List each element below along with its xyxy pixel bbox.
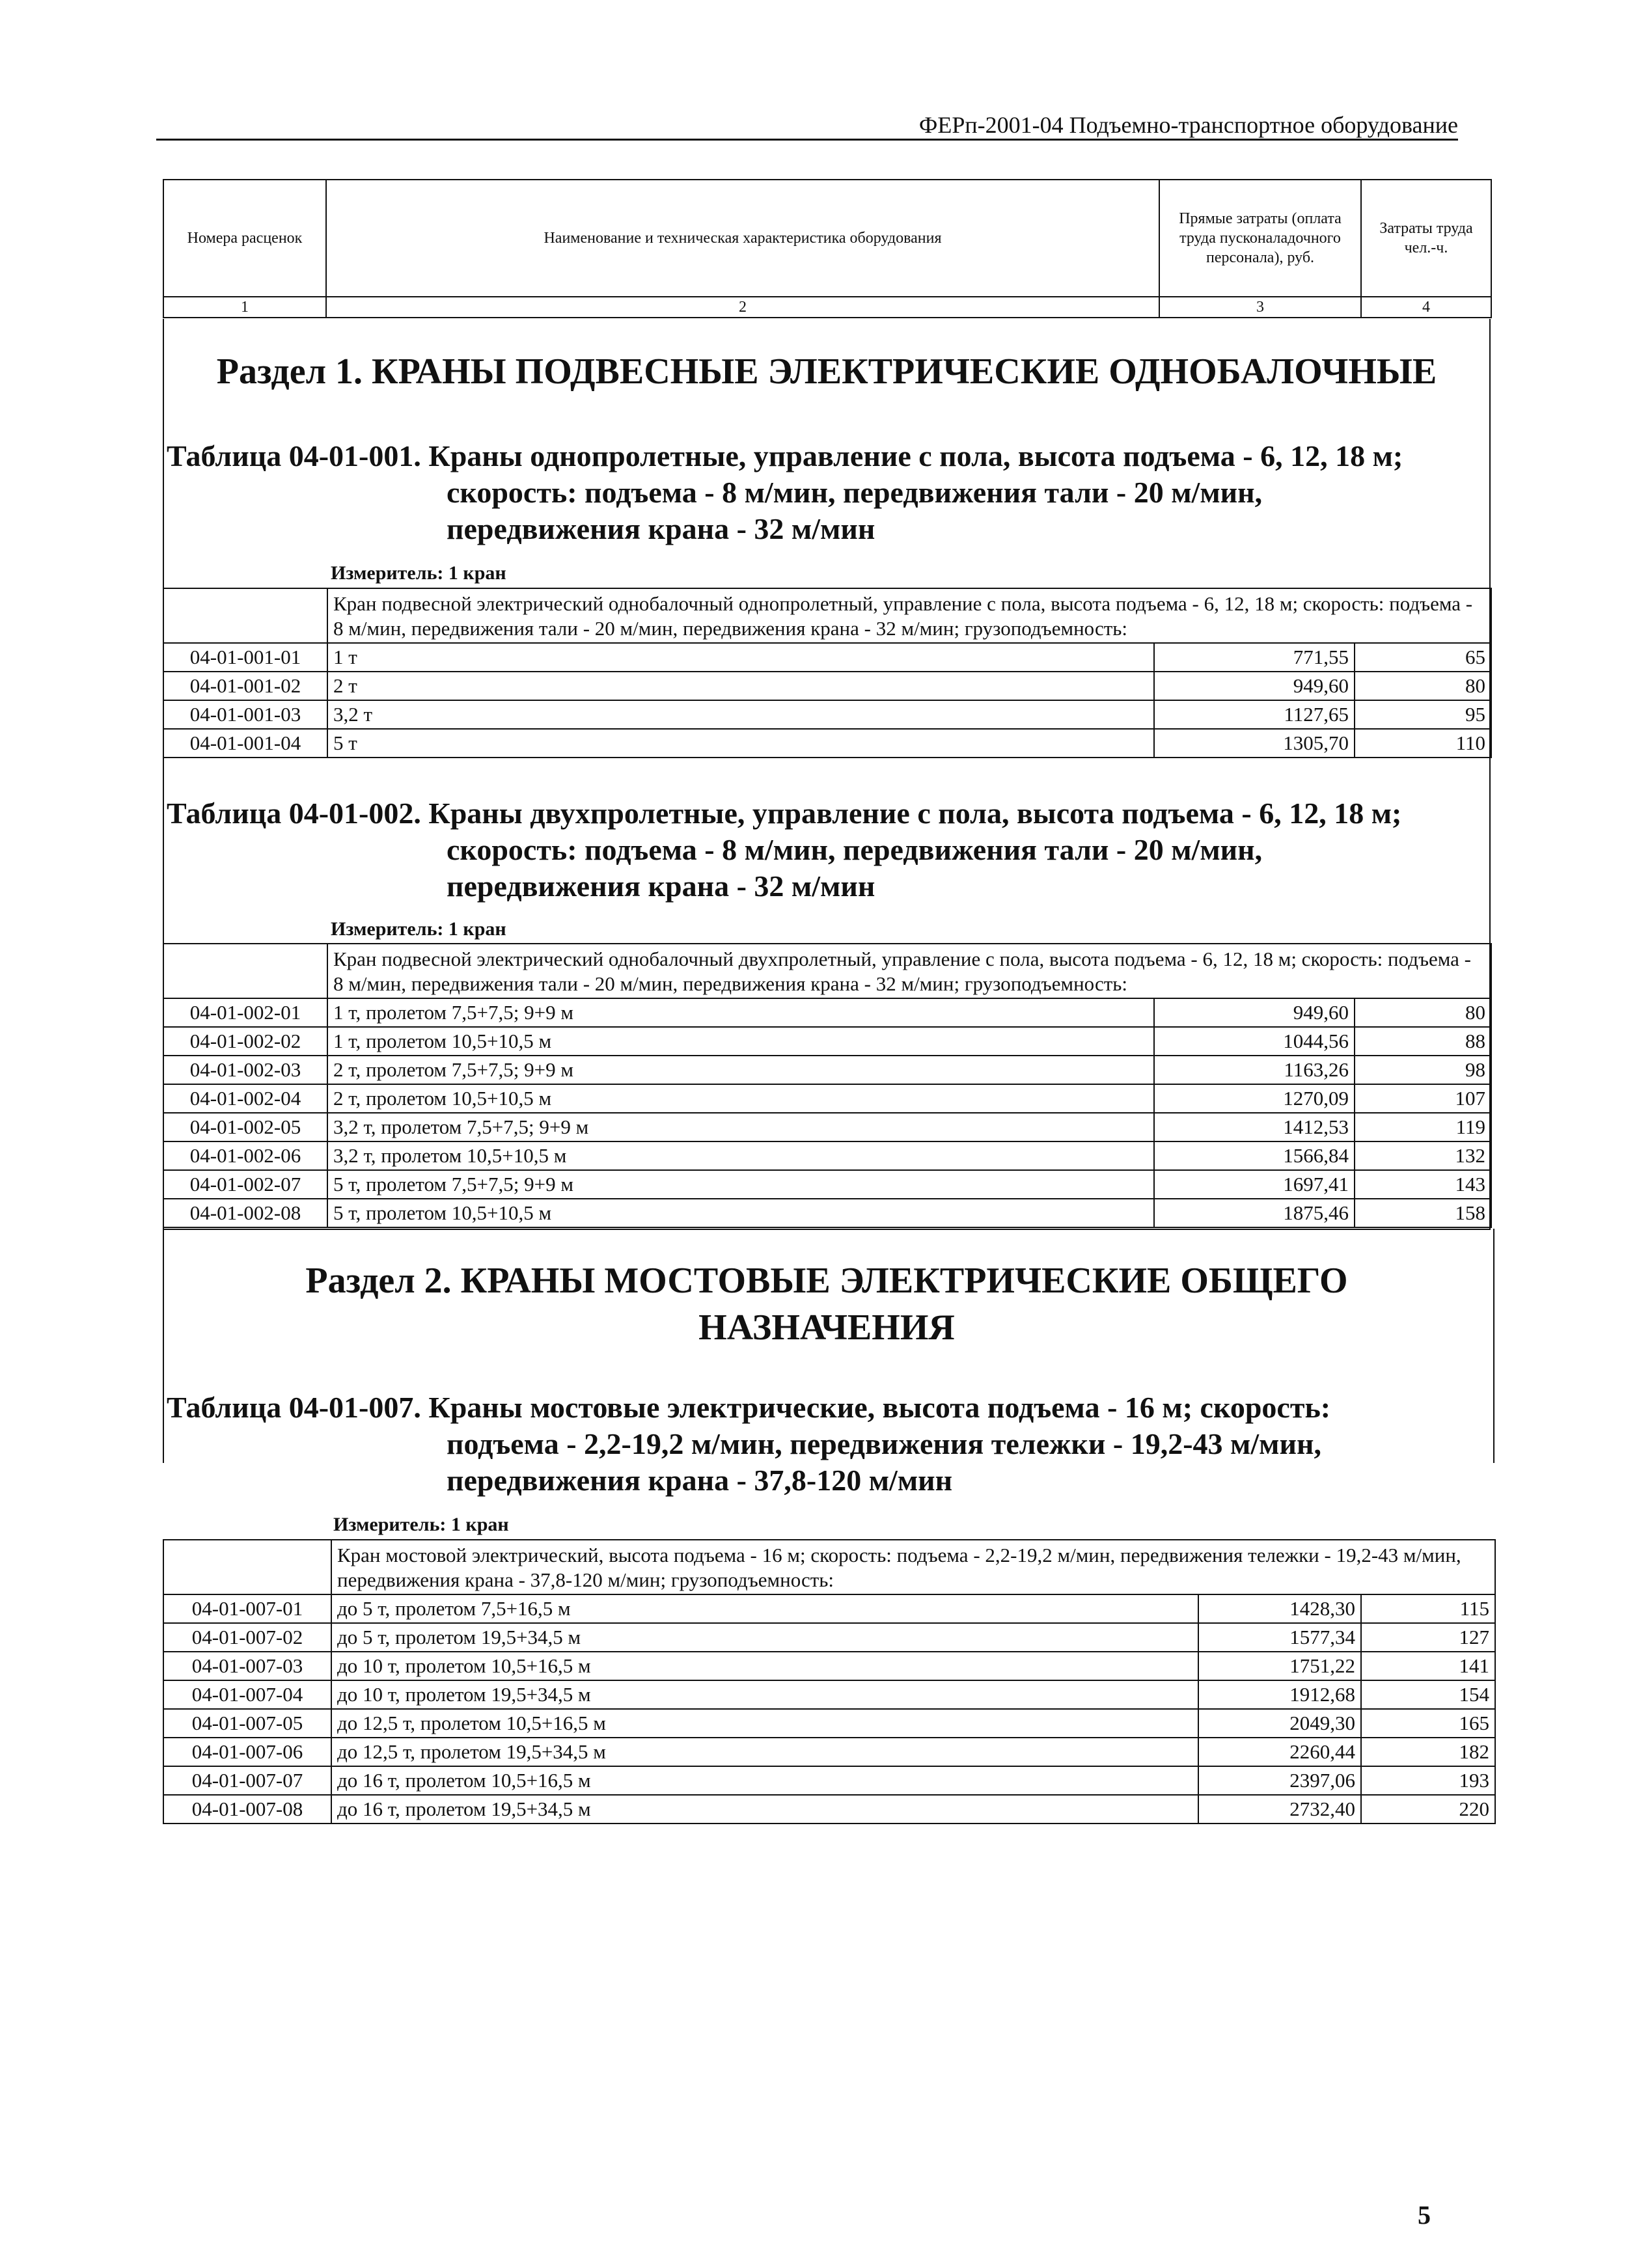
direct-cost: 2260,44 xyxy=(1198,1738,1361,1766)
labor-cost: 115 xyxy=(1361,1594,1495,1623)
labor-cost: 143 xyxy=(1355,1170,1491,1199)
rate-code: 04-01-007-08 xyxy=(163,1795,331,1824)
direct-cost: 1697,41 xyxy=(1154,1170,1355,1199)
rate-code: 04-01-002-07 xyxy=(163,1170,327,1199)
table-row xyxy=(163,1141,1491,1170)
table-row xyxy=(163,1027,1491,1056)
table-1-description-code-cell xyxy=(163,588,327,643)
rate-code: 04-01-002-03 xyxy=(163,1056,327,1084)
labor-cost: 141 xyxy=(1361,1652,1495,1680)
labor-cost: 182 xyxy=(1361,1738,1495,1766)
rate-code: 04-01-002-04 xyxy=(163,1084,327,1113)
direct-cost: 1751,22 xyxy=(1198,1652,1361,1680)
table-1-title-line-1: Таблица 04-01-001. Краны однопролетные, управление с пола, высота подъема - 6, 12, 18 м; xyxy=(167,439,1403,472)
equipment-name: до 16 т, пролетом 10,5+16,5 м xyxy=(331,1766,1198,1795)
rate-code: 04-01-002-08 xyxy=(163,1199,327,1227)
rate-code: 04-01-007-01 xyxy=(163,1594,331,1623)
table-row xyxy=(163,1766,1495,1795)
table-3-title-line-3: передвижения крана - 37,8-120 м/мин xyxy=(447,1464,953,1497)
column-number-4: 4 xyxy=(1361,297,1491,318)
section-2-title-line-1: Раздел 2. КРАНЫ МОСТОВЫЕ ЭЛЕКТРИЧЕСКИЕ ОБЩЕГО xyxy=(305,1261,1348,1301)
labor-cost: 80 xyxy=(1355,998,1491,1027)
equipment-name: до 5 т, пролетом 7,5+16,5 м xyxy=(331,1594,1198,1623)
table-row xyxy=(163,700,1491,729)
section-2-title xyxy=(163,1257,1491,1351)
table-row xyxy=(163,1652,1495,1680)
table-3-description-code-cell xyxy=(163,1540,331,1594)
labor-cost: 98 xyxy=(1355,1056,1491,1084)
table-row xyxy=(163,729,1491,758)
table-row xyxy=(163,1594,1495,1623)
column-header-table xyxy=(163,179,1492,318)
column-header-codes: Номера расценок xyxy=(163,180,326,297)
table-3-title-line-1: Таблица 04-01-007. Краны мостовые электрические, высота подъема - 16 м; скорость: xyxy=(167,1391,1331,1424)
labor-cost: 193 xyxy=(1361,1766,1495,1795)
page-number: 5 xyxy=(1418,2200,1431,2230)
equipment-name: 1 т, пролетом 7,5+7,5; 9+9 м xyxy=(327,998,1154,1027)
equipment-name: 3,2 т, пролетом 10,5+10,5 м xyxy=(327,1141,1154,1170)
column-number-3: 3 xyxy=(1159,297,1361,318)
equipment-name: 5 т xyxy=(327,729,1154,758)
rate-code: 04-01-007-07 xyxy=(163,1766,331,1795)
direct-cost: 1044,56 xyxy=(1154,1027,1355,1056)
direct-cost: 771,55 xyxy=(1154,643,1355,672)
table-3-title xyxy=(167,1389,1508,1499)
rate-code: 04-01-001-02 xyxy=(163,672,327,700)
equipment-name: 3,2 т, пролетом 7,5+7,5; 9+9 м xyxy=(327,1113,1154,1141)
equipment-name: 5 т, пролетом 7,5+7,5; 9+9 м xyxy=(327,1170,1154,1199)
table-row xyxy=(163,1056,1491,1084)
table-2-title xyxy=(167,795,1508,905)
equipment-name: до 10 т, пролетом 19,5+34,5 м xyxy=(331,1680,1198,1709)
rate-code: 04-01-007-02 xyxy=(163,1623,331,1652)
rate-code: 04-01-002-05 xyxy=(163,1113,327,1141)
direct-cost: 1875,46 xyxy=(1154,1199,1355,1227)
running-header: ФЕРп-2001-04 Подъемно-транспортное оборудование xyxy=(918,112,1458,138)
table-row xyxy=(163,672,1491,700)
table-row xyxy=(163,1170,1491,1199)
equipment-name: 1 т, пролетом 10,5+10,5 м xyxy=(327,1027,1154,1056)
direct-cost: 2732,40 xyxy=(1198,1795,1361,1824)
equipment-name: 1 т xyxy=(327,643,1154,672)
section-2-title-line-2: НАЗНАЧЕНИЯ xyxy=(698,1307,955,1348)
table-1-description: Кран подвесной электрический однобалочный однопролетный, управление с пола, высота подъема - 6, 12, 18 м; скорость: подъема - 8 м/мин, передвижения тали - 20 м/мин, передвижения крана - 32 м/мин; грузоподъемность: xyxy=(327,588,1491,643)
labor-cost: 95 xyxy=(1355,700,1491,729)
direct-cost: 1127,65 xyxy=(1154,700,1355,729)
table-2-description: Кран подвесной электрический однобалочный двухпролетный, управление с пола, высота подъема - 6, 12, 18 м; скорость: подъема - 8 м/мин, передвижения тали - 20 м/мин, передвижения крана - 32 м/мин; грузоподъемность: xyxy=(327,944,1491,998)
rate-code: 04-01-007-04 xyxy=(163,1680,331,1709)
labor-cost: 119 xyxy=(1355,1113,1491,1141)
table-1 xyxy=(163,588,1492,758)
table-1-measure: Измеритель: 1 кран xyxy=(331,562,506,584)
equipment-name: 2 т, пролетом 10,5+10,5 м xyxy=(327,1084,1154,1113)
rate-code: 04-01-007-03 xyxy=(163,1652,331,1680)
labor-cost: 158 xyxy=(1355,1199,1491,1227)
table-2-title-line-1: Таблица 04-01-002. Краны двухпролетные, управление с пола, высота подъема - 6, 12, 18 м; xyxy=(167,797,1402,830)
table-row xyxy=(163,1795,1495,1824)
table-row xyxy=(163,1709,1495,1738)
column-number-2: 2 xyxy=(326,297,1159,318)
direct-cost: 1428,30 xyxy=(1198,1594,1361,1623)
table-1-title-line-2: скорость: подъема - 8 м/мин, передвижения тали - 20 м/мин, xyxy=(447,476,1263,509)
table-3 xyxy=(163,1539,1496,1824)
direct-cost: 1566,84 xyxy=(1154,1141,1355,1170)
table-1-title-line-3: передвижения крана - 32 м/мин xyxy=(447,512,875,545)
table-row xyxy=(163,1199,1491,1227)
section-1-title: Раздел 1. КРАНЫ ПОДВЕСНЫЕ ЭЛЕКТРИЧЕСКИЕ ОДНОБАЛОЧНЫЕ xyxy=(216,351,1437,392)
direct-cost: 2397,06 xyxy=(1198,1766,1361,1795)
column-header-direct-costs: Прямые затраты (оплата труда пусконаладочного персонала), руб. xyxy=(1159,180,1361,297)
table-2-description-code-cell xyxy=(163,944,327,998)
table-2 xyxy=(163,943,1492,1228)
labor-cost: 127 xyxy=(1361,1623,1495,1652)
labor-cost: 220 xyxy=(1361,1795,1495,1824)
table-row xyxy=(163,998,1491,1027)
labor-cost: 165 xyxy=(1361,1709,1495,1738)
table-row xyxy=(163,1084,1491,1113)
equipment-name: 3,2 т xyxy=(327,700,1154,729)
table-2-measure: Измеритель: 1 кран xyxy=(331,918,506,940)
labor-cost: 110 xyxy=(1355,729,1491,758)
direct-cost: 1577,34 xyxy=(1198,1623,1361,1652)
equipment-name: 5 т, пролетом 10,5+10,5 м xyxy=(327,1199,1154,1227)
direct-cost: 1270,09 xyxy=(1154,1084,1355,1113)
rate-code: 04-01-002-02 xyxy=(163,1027,327,1056)
labor-cost: 80 xyxy=(1355,672,1491,700)
equipment-name: 2 т, пролетом 7,5+7,5; 9+9 м xyxy=(327,1056,1154,1084)
direct-cost: 2049,30 xyxy=(1198,1709,1361,1738)
direct-cost: 949,60 xyxy=(1154,672,1355,700)
column-number-1: 1 xyxy=(163,297,326,318)
direct-cost: 1305,70 xyxy=(1154,729,1355,758)
header-rule xyxy=(156,139,1458,141)
table-1-title xyxy=(167,438,1508,547)
equipment-name: до 12,5 т, пролетом 10,5+16,5 м xyxy=(331,1709,1198,1738)
table-row xyxy=(163,1738,1495,1766)
table-2-title-line-2: скорость: подъема - 8 м/мин, передвижения тали - 20 м/мин, xyxy=(447,833,1263,866)
direct-cost: 1163,26 xyxy=(1154,1056,1355,1084)
rate-code: 04-01-001-04 xyxy=(163,729,327,758)
table-row xyxy=(163,1680,1495,1709)
direct-cost: 1912,68 xyxy=(1198,1680,1361,1709)
table-row xyxy=(163,643,1491,672)
rate-code: 04-01-002-06 xyxy=(163,1141,327,1170)
rate-code: 04-01-001-03 xyxy=(163,700,327,729)
labor-cost: 154 xyxy=(1361,1680,1495,1709)
rate-code: 04-01-002-01 xyxy=(163,998,327,1027)
table-2-title-line-3: передвижения крана - 32 м/мин xyxy=(447,869,875,903)
rate-code: 04-01-007-06 xyxy=(163,1738,331,1766)
direct-cost: 949,60 xyxy=(1154,998,1355,1027)
column-header-labor: Затраты труда чел.-ч. xyxy=(1361,180,1491,297)
labor-cost: 65 xyxy=(1355,643,1491,672)
table-3-title-line-2: подъема - 2,2-19,2 м/мин, передвижения тележки - 19,2-43 м/мин, xyxy=(447,1427,1321,1460)
direct-cost: 1412,53 xyxy=(1154,1113,1355,1141)
labor-cost: 88 xyxy=(1355,1027,1491,1056)
equipment-name: 2 т xyxy=(327,672,1154,700)
equipment-name: до 5 т, пролетом 19,5+34,5 м xyxy=(331,1623,1198,1652)
rate-code: 04-01-001-01 xyxy=(163,643,327,672)
equipment-name: до 12,5 т, пролетом 19,5+34,5 м xyxy=(331,1738,1198,1766)
labor-cost: 107 xyxy=(1355,1084,1491,1113)
equipment-name: до 16 т, пролетом 19,5+34,5 м xyxy=(331,1795,1198,1824)
equipment-name: до 10 т, пролетом 10,5+16,5 м xyxy=(331,1652,1198,1680)
rate-code: 04-01-007-05 xyxy=(163,1709,331,1738)
table-row xyxy=(163,1113,1491,1141)
column-header-name: Наименование и техническая характеристика оборудования xyxy=(326,180,1159,297)
table-row xyxy=(163,1623,1495,1652)
table-3-measure: Измеритель: 1 кран xyxy=(333,1514,509,1535)
table-3-description: Кран мостовой электрический, высота подъема - 16 м; скорость: подъема - 2,2-19,2 м/мин, передвижения тележки - 19,2-43 м/мин, передвижения крана - 37,8-120 м/мин; грузоподъемность: xyxy=(331,1540,1495,1594)
labor-cost: 132 xyxy=(1355,1141,1491,1170)
